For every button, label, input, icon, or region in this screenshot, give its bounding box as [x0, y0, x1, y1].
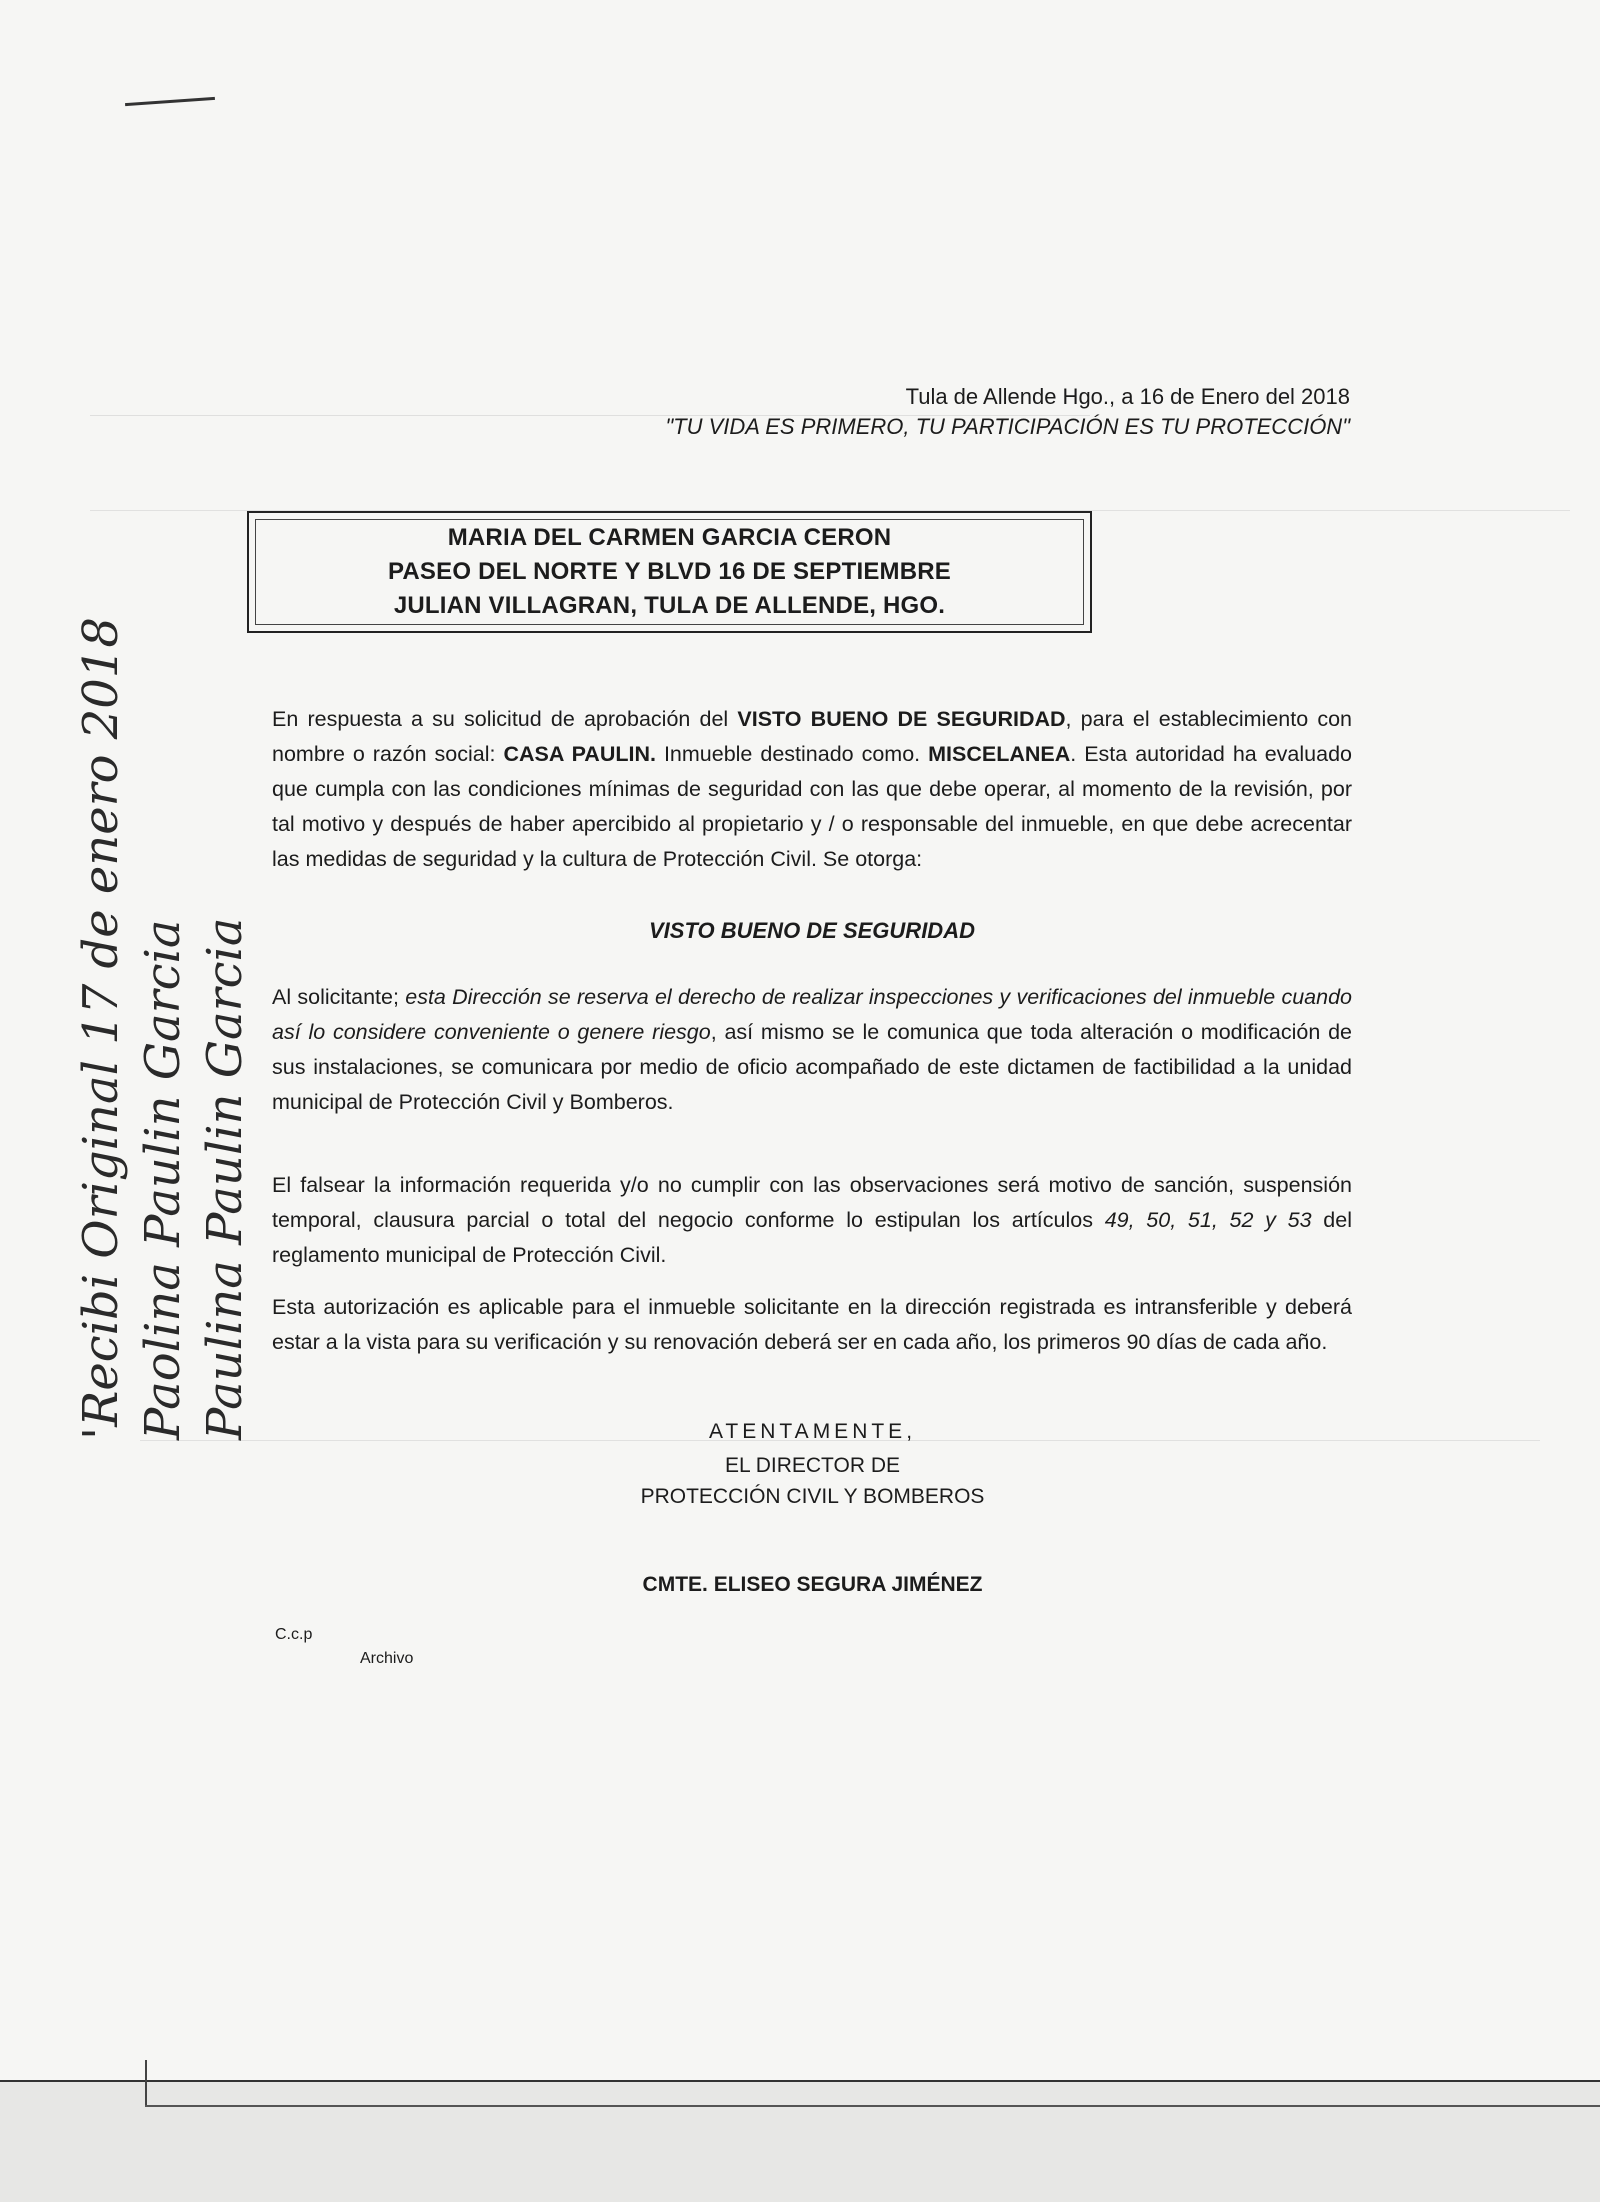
recipient-box	[247, 511, 1092, 633]
motto-line: "TU VIDA ES PRIMERO, TU PARTICIPACIÓN ES TU PROTECCIÓN"	[665, 414, 1350, 439]
p2-text-a: Al solicitante;	[272, 985, 406, 1009]
p1-business-name: CASA PAULIN.	[503, 742, 656, 766]
handwritten-line-1: 'Recibi Original 17 de enero 2018	[73, 617, 129, 1440]
p1-text-g: . Esta autoridad ha evaluado que cumpla con las condiciones mínimas de seguridad con las que debe operar, al momento de la revisión, por tal motivo y después de haber apercibido al propietario y / o responsable del inmueble, en que debe acrecentar las medidas de seguridad y la cultura de Protección Civil. Se otorga:	[272, 742, 1352, 871]
handwritten-line-2: Paolina Paulin Garcia	[135, 919, 191, 1440]
p2-italic: esta Dirección se reserva el derecho de realizar inspecciones y verificaciones del inmueble cuando así lo considere conveniente o genere riesgo	[272, 985, 1352, 1044]
p1-text-a: En respuesta a su solicitud de aprobación del	[272, 707, 738, 731]
p3-text-c: del reglamento municipal de Protección Civil.	[272, 1208, 1352, 1267]
scanner-bottom-edge	[0, 2080, 1600, 2202]
p1-business-type: MISCELANEA	[928, 742, 1071, 766]
recipient-name: MARIA DEL CARMEN GARCIA CERON	[447, 524, 892, 551]
p1-text-c: , para el establecimiento con nombre o razón social:	[272, 707, 1353, 766]
closing-role-1: EL DIRECTOR DE	[724, 1454, 901, 1477]
p3-text-a: El falsear la información requerida y/o no cumplir con las observaciones será motivo de sanción, suspensión temporal, clausura parcial o total del negocio conforme lo estipulan los artículos	[272, 1173, 1352, 1232]
visto-bueno-heading: VISTO BUENO DE SEGURIDAD	[649, 918, 975, 943]
archivo-label: Archivo	[360, 1650, 414, 1667]
handwritten-line-3: Paulina Paulin Garcia	[197, 917, 253, 1440]
scanner-edge-line	[145, 2105, 1600, 2107]
paragraph-request	[272, 702, 1352, 877]
p1-visto-bueno: VISTO BUENO DE SEGURIDAD	[737, 707, 1066, 731]
bleed-through-shadow	[90, 470, 1570, 511]
handwritten-receipt-note	[70, 617, 256, 1440]
paragraph-inspection	[272, 980, 1352, 1120]
recipient-city: JULIAN VILLAGRAN, TULA DE ALLENDE, HGO.	[393, 592, 946, 619]
pen-dash-mark	[125, 97, 215, 106]
p3-articles: 49, 50, 51, 52 y 53	[1104, 1208, 1312, 1232]
ccp-label: C.c.p	[275, 1626, 313, 1643]
recipient-box-inner	[255, 519, 1084, 625]
p1-text-e: Inmueble destinado como.	[655, 742, 929, 766]
signer-name: CMTE. ELISEO SEGURA JIMÉNEZ	[642, 1573, 983, 1596]
p2-text-c: , así mismo se le comunica que toda alteración o modificación de sus instalaciones, se comunicara por medio de oficio acompañado de este dictamen de factibilidad a la unidad municipal de Protección Civil y Bomberos.	[272, 1020, 1352, 1114]
recipient-street: PASEO DEL NORTE Y BLVD 16 DE SEPTIEMBRE	[387, 558, 952, 585]
closing-role-2: PROTECCIÓN CIVIL Y BOMBEROS	[640, 1485, 985, 1508]
paragraph-sanctions	[272, 1168, 1352, 1273]
closing-salutation: ATENTAMENTE,	[708, 1420, 917, 1443]
scanner-edge-tick	[145, 2060, 147, 2107]
date-line: Tula de Allende Hgo., a 16 de Enero del 2018	[905, 384, 1350, 409]
paragraph-validity: Esta autorización es aplicable para el inmueble solicitante en la dirección registrada es intransferible y deberá estar a la vista para su verificación y su renovación deberá ser en cada año, los primeros 90 días de cada año.	[272, 1295, 1352, 1354]
